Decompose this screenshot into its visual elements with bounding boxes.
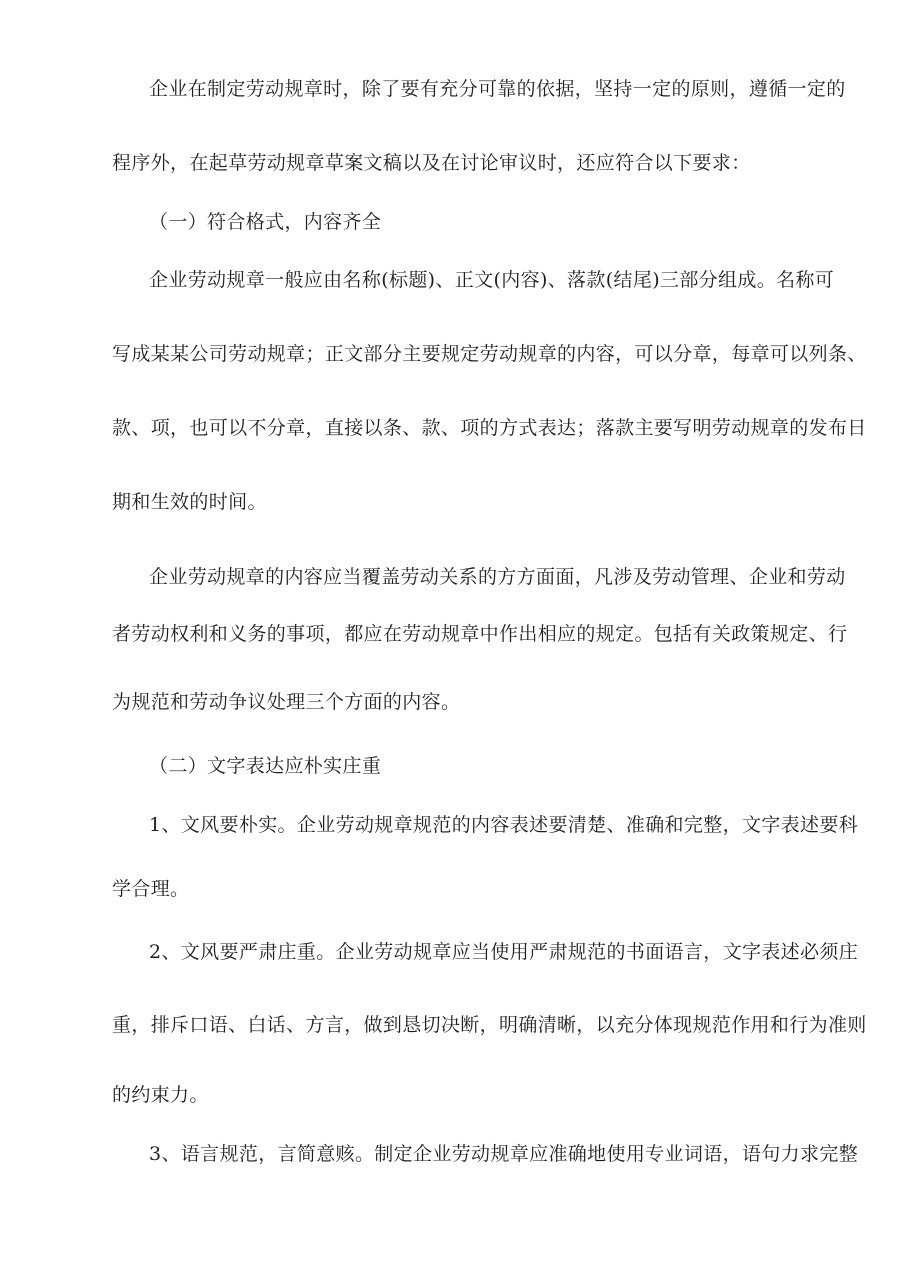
paragraph-1-line-2: 程序外，在起草劳动规章草案文稿以及在讨论审议时，还应符合以下要求： bbox=[112, 152, 751, 174]
paragraph-3-line-3: 为规范和劳动争议处理三个方面的内容。 bbox=[112, 691, 461, 713]
item-1-line-1: 1、文风要朴实。企业劳动规章规范的内容表述要清楚、准确和完整，文字表述要科 bbox=[149, 814, 859, 836]
item-1-line-2: 学合理。 bbox=[112, 878, 190, 900]
item-2-line-3: 的约束力。 bbox=[112, 1084, 209, 1106]
paragraph-2-line-2: 写成某某公司劳动规章；正文部分主要规定劳动规章的内容，可以分章，每章可以列条、 bbox=[112, 343, 867, 365]
paragraph-1-line-1: 企业在制定劳动规章时，除了要有充分可靠的依据，坚持一定的原则，遵循一定的 bbox=[149, 78, 846, 100]
paragraph-2-line-4: 期和生效的时间。 bbox=[112, 491, 267, 513]
item-3-line-1: 3、语言规范，言简意赅。制定企业劳动规章应准确地使用专业词语，语句力求完整 bbox=[149, 1143, 859, 1165]
paragraph-2-line-3: 款、项，也可以不分章，直接以条、款、项的方式表达；落款主要写明劳动规章的发布日 bbox=[112, 417, 867, 439]
paragraph-2-line-1: 企业劳动规章一般应由名称(标题)、正文(内容)、落款(结尾)三部分组成。名称可 bbox=[149, 269, 835, 291]
item-2-line-1: 2、文风要严肃庄重。企业劳动规章应当使用严肃规范的书面语言，文字表述必须庄 bbox=[149, 941, 859, 963]
paragraph-3-line-2: 者劳动权利和义务的事项，都应在劳动规章中作出相应的规定。包括有关政策规定、行 bbox=[112, 623, 848, 645]
item-2-line-2: 重，排斥口语、白话、方言，做到恳切决断，明确清晰，以充分体现规范作用和行为准则 bbox=[112, 1014, 867, 1036]
section-heading-2: （二）文字表达应朴实庄重 bbox=[149, 755, 382, 777]
paragraph-3-line-1: 企业劳动规章的内容应当覆盖劳动关系的方方面面，凡涉及劳动管理、企业和劳动 bbox=[149, 566, 846, 588]
section-heading-1: （一）符合格式，内容齐全 bbox=[149, 211, 382, 233]
